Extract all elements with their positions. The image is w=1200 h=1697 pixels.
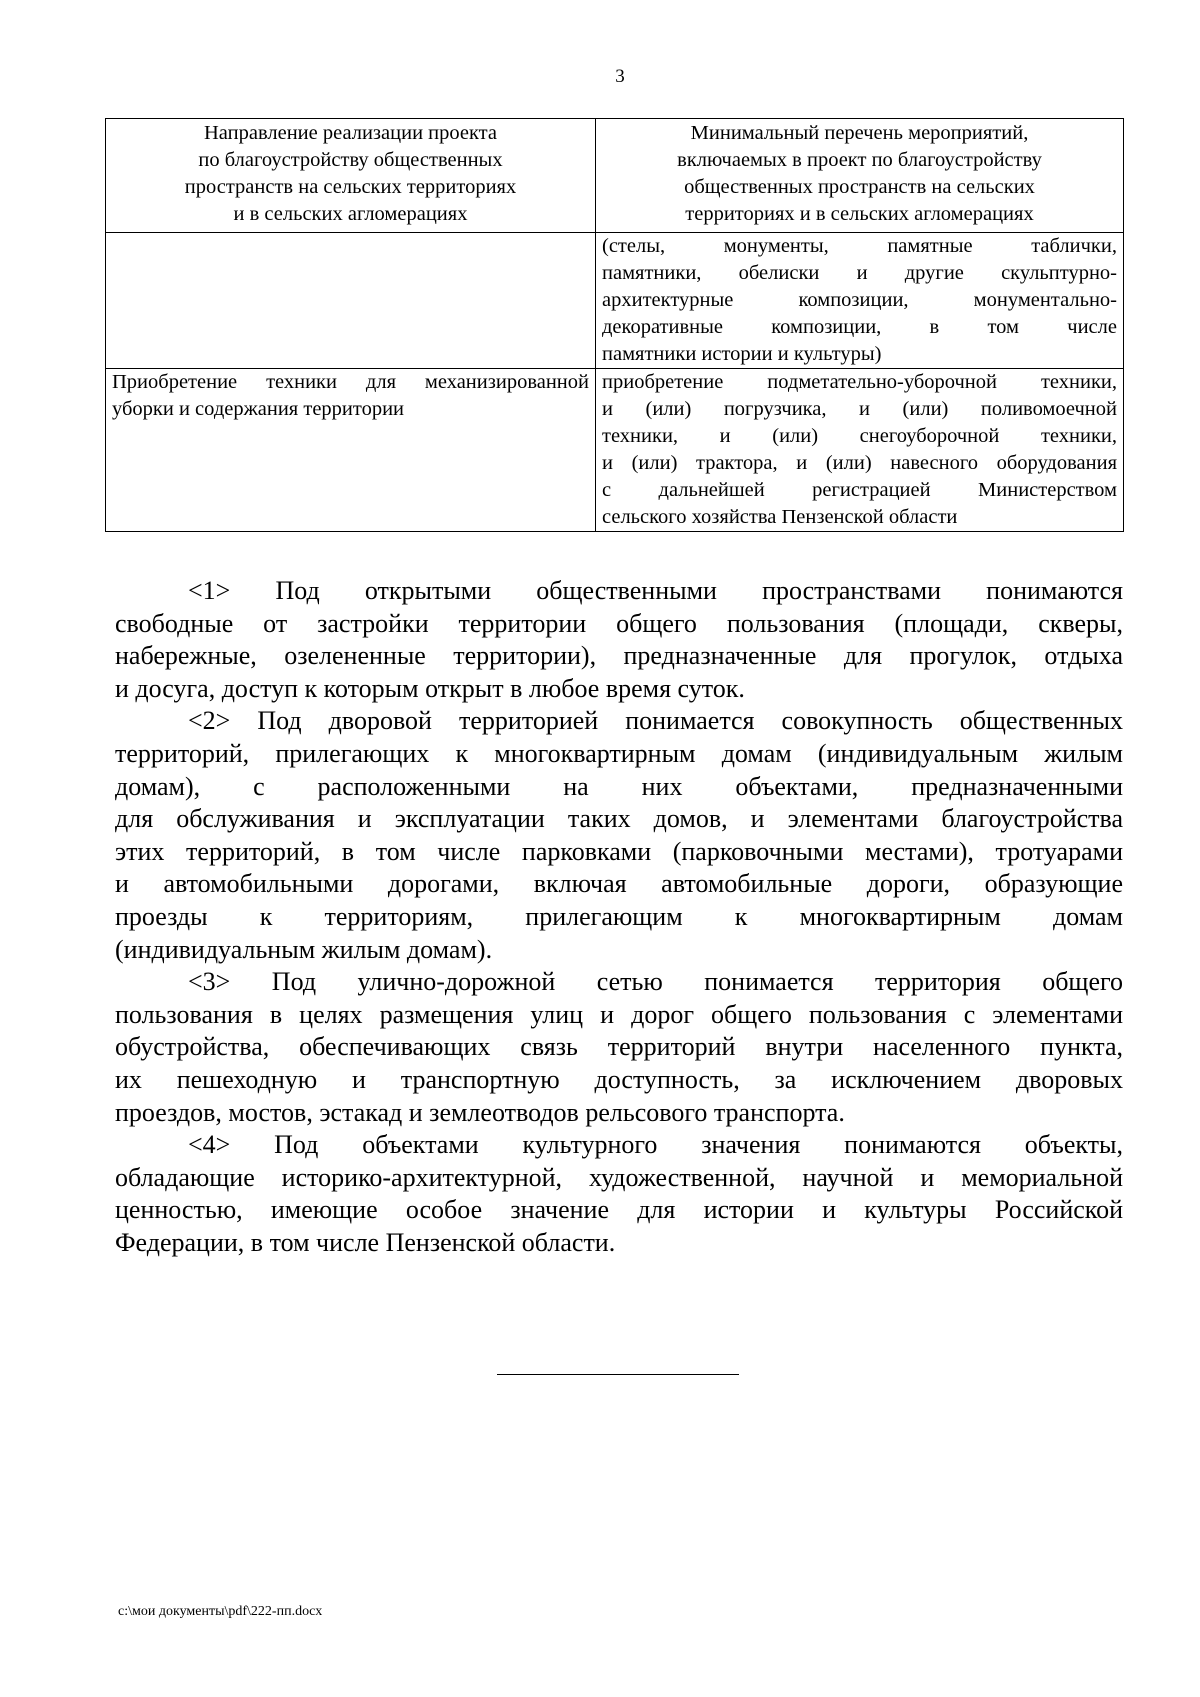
cell-line: уборки и содержания территории — [112, 398, 405, 420]
note-line: (индивидуальным жилым домам). — [115, 934, 493, 964]
header-line: включаемых в проект по благоустройству — [677, 149, 1042, 171]
note-line: проезды к территориям, прилегающим к многоквартирным домам — [115, 901, 1123, 931]
cell-line: памятники, обелиски и другие скульптурно- — [602, 262, 1117, 284]
table-row — [106, 369, 1124, 532]
header-measures — [596, 119, 1124, 233]
header-line: Направление реализации проекта — [204, 122, 497, 144]
note-line: ценностью, имеющие особое значение для истории и культуры Российской — [115, 1195, 1123, 1225]
note-line: домам), с расположенными на них объектами, предназначенными — [115, 771, 1123, 801]
cell-line: декоративные композиции, в том числе — [602, 316, 1117, 338]
cell-line: сельского хозяйства Пензенской области — [602, 506, 958, 528]
cell-line: архитектурные композиции, монументально- — [602, 289, 1117, 311]
header-direction — [106, 119, 596, 233]
end-rule — [497, 1374, 739, 1375]
table-cell-measures — [596, 369, 1124, 532]
header-line: по благоустройству общественных — [198, 149, 503, 171]
header-line: и в сельских агломерациях — [233, 203, 468, 225]
footnote-1 — [115, 575, 1123, 705]
table-row — [106, 233, 1124, 369]
table-cell-direction — [106, 233, 596, 369]
note-line: <2> Под дворовой территорией понимается совокупность общественных — [188, 706, 1123, 736]
cell-line: (стелы, монументы, памятные таблички, — [602, 235, 1117, 257]
note-line: территорий, прилегающих к многоквартирным домам (индивидуальным жилым — [115, 738, 1123, 768]
cell-line: приобретение подметательно-уборочной техники, — [602, 371, 1117, 393]
footnotes — [115, 575, 1123, 1259]
cell-line: с дальнейшей регистрацией Министерством — [602, 479, 1117, 501]
note-line: <4> Под объектами культурного значения понимаются объекты, — [188, 1130, 1123, 1160]
note-line: <1> Под открытыми общественными пространствами понимаются — [188, 576, 1123, 605]
note-line: для обслуживания и эксплуатации таких домов, и элементами благоустройства — [115, 804, 1123, 834]
note-line: пользования в целях размещения улиц и дорог общего пользования с элементами — [115, 999, 1123, 1029]
measures-table — [105, 118, 1124, 532]
header-line: Минимальный перечень мероприятий, — [690, 122, 1029, 144]
cell-line: памятники истории и культуры) — [602, 343, 882, 365]
footnote-2 — [115, 705, 1123, 966]
footnote-3 — [115, 966, 1123, 1129]
header-line: пространств на сельских территориях — [184, 176, 517, 198]
note-line: этих территорий, в том числе парковками (парковочными местами), тротуарами — [115, 836, 1123, 866]
note-line: их пешеходную и транспортную доступность, за исключением дворовых — [115, 1064, 1123, 1094]
note-line: обладающие историко-архитектурной, художественной, научной и мемориальной — [115, 1162, 1123, 1192]
cell-line: Приобретение техники для механизированной — [112, 371, 589, 393]
footnote-4 — [115, 1129, 1123, 1259]
cell-line: техники, и (или) снегоуборочной техники, — [602, 425, 1117, 447]
note-line: Федерации, в том числе Пензенской области. — [115, 1227, 616, 1257]
note-line: и досуга, доступ к которым открыт в любое время суток. — [115, 673, 745, 703]
header-line: территориях и в сельских агломерациях — [685, 203, 1034, 225]
note-line: свободные от застройки территории общего пользования (площади, скверы, — [115, 608, 1123, 638]
note-line: проездов, мостов, эстакад и землеотводов рельсового транспорта. — [115, 1097, 845, 1127]
cell-line: и (или) трактора, и (или) навесного оборудования — [602, 452, 1117, 474]
header-line: общественных пространств на сельских — [684, 176, 1035, 198]
page-number: 3 — [615, 66, 625, 87]
note-line: обустройства, обеспечивающих связь территорий внутри населенного пункта, — [115, 1032, 1123, 1062]
table-header-row — [106, 119, 1124, 233]
table-cell-direction — [106, 369, 596, 532]
footer-file-path: c:\мои документы\pdf\222-пп.docx — [118, 1604, 323, 1619]
note-line: набережные, озелененные территории), предназначенные для прогулок, отдыха — [115, 641, 1123, 671]
cell-line: и (или) погрузчика, и (или) поливомоечной — [602, 398, 1117, 420]
note-line: и автомобильными дорогами, включая автомобильные дороги, образующие — [115, 869, 1123, 899]
table-cell-measures — [596, 233, 1124, 369]
note-line: <3> Под улично-дорожной сетью понимается территория общего — [188, 967, 1123, 997]
